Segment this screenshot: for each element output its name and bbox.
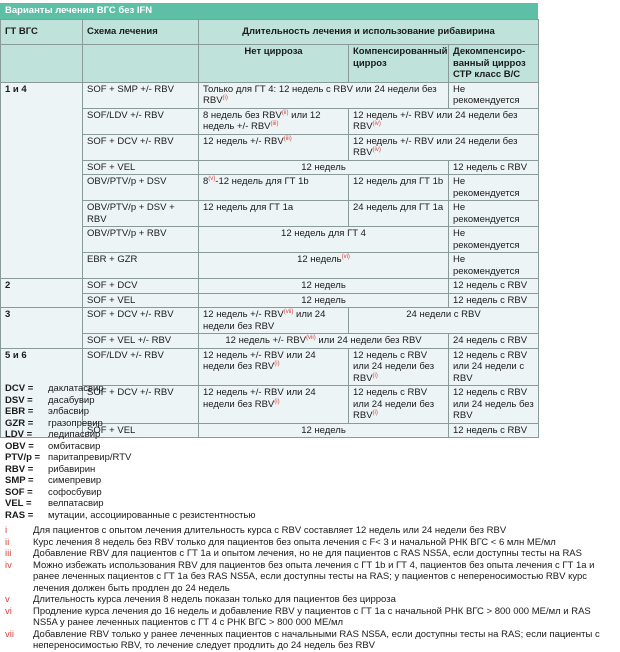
abbreviation-item: SOF = софосбувир	[5, 486, 102, 498]
scheme-cell: OBV/PTV/p + DSV	[83, 175, 199, 201]
cirrhosis-cell: 12 недель +/- RBV или 24 недели без RBV$^{(iv)}$	[349, 108, 539, 134]
table-row	[1, 82, 539, 108]
scheme-cell: SOF + DCV +/- RBV	[83, 134, 199, 160]
header-scheme: Схема лечения	[83, 20, 199, 45]
abbreviation-item: SMP = симепревир	[5, 475, 102, 486]
compensated-cell: 12 недель с RBV или 24 недели без RBV$^{(i)}$	[349, 348, 449, 386]
table-row	[1, 348, 539, 386]
cirrhosis-cell: 24 недели с RBV	[349, 308, 539, 334]
no-cirrhosis-cell: 12 недель для ГТ 1a	[199, 201, 349, 227]
gt-cell: 1 и 4	[1, 82, 83, 279]
decompensated-cell: Не рекомендуется	[449, 201, 539, 227]
footnotes-list	[5, 525, 615, 652]
footnote-item: v Длительность курса лечения 8 недель показан только для пациентов без цирроза	[5, 594, 396, 605]
no-cirrhosis-cell: 8$^{(v)}$-12 недель для ГТ 1b	[199, 175, 349, 201]
abbreviation-item: VEL = велпатасвир	[5, 498, 104, 509]
scheme-cell: OBV/PTV/p + DSV + RBV	[83, 201, 199, 227]
duration-cell: 12 недель	[199, 423, 449, 438]
header-no-cirrhosis: Нет цирроза	[199, 45, 349, 83]
footnote-item: iv Можно избежать использования RBV для пациентов без опыта лечения с ГТ 1b и ГТ 4, пациентов без опыта лечения с ГТ 1a и ранее леченных пациентов с ГТ 1a без RAS NS5A, если доступны тесты на RAS; у пациентов с непереносимостью RBV курс лечения должен быть продлен до 24 недель	[5, 559, 595, 594]
abbreviation-item: GZR = гразопревир	[5, 417, 103, 429]
duration-cell: 12 недель +/- RBV$^{(vii)}$ или 24 недели без RBV	[199, 334, 449, 349]
duration-cell: 12 недель	[199, 279, 449, 294]
abbreviation-item: DSV = дасабувир	[5, 394, 95, 406]
scheme-cell: SOF + DCV +/- RBV	[83, 308, 199, 334]
cirrhosis-cell: 12 недель +/- RBV или 24 недели без RBV$^{(iv)}$	[349, 134, 539, 160]
footnote-item: vii Добавление RBV только у ранее леченных пациентов с начальными RAS NS5A, если доступны тесты на RAS; если пациенты с непереносимостью RBV, то лечение следует продлить до 24 недель без RBV	[5, 628, 600, 651]
compensated-cell: 24 недель для ГТ 1a	[349, 201, 449, 227]
scheme-cell: SOF + VEL	[83, 423, 199, 438]
header-blank	[83, 45, 199, 83]
duration-cell: 12 недель$^{(vi)}$	[199, 253, 449, 279]
no-cirrhosis-cell: 12 недель +/- RBV$^{(vii)}$ или 24 недели без RBV	[199, 308, 349, 334]
decompensated-cell: Не рекомендуется	[449, 82, 539, 108]
footnote-item: ii Курс лечения 8 недель без RBV только для пациентов без опыта лечения с F< 3 и начальной РНК ВГС < 6 млн МЕ/мл	[5, 536, 556, 548]
scheme-cell: EBR + GZR	[83, 253, 199, 279]
abbreviation-item: OBV = омбитасвир	[5, 440, 101, 452]
no-cirrhosis-cell: Только для ГТ 4: 12 недель с RBV или 24 недели без RBV$^{(i)}$	[199, 82, 449, 108]
header-compensated: Компенсированный цирроз	[349, 45, 449, 83]
decompensated-cell: Не рекомендуется	[449, 253, 539, 279]
decompensated-cell: Не рекомендуется	[449, 175, 539, 201]
abbreviation-item: LDV = ледипасвир	[5, 429, 101, 440]
no-cirrhosis-cell: 12 недель +/- RBV$^{(iii)}$	[199, 134, 349, 160]
treatment-table	[0, 19, 539, 438]
scheme-cell: SOF + VEL	[83, 160, 199, 175]
decompensated-cell: 12 недель с RBV	[449, 423, 539, 438]
footnote-item: iii Добавление RBV для пациентов с ГТ 1a и опытом лечения, но не для пациентов с RAS NS5A, если доступны тесты на RAS	[5, 548, 582, 559]
scheme-cell: SOF + SMP +/- RBV	[83, 82, 199, 108]
table-title: Варианты лечения ВГС без IFN	[0, 3, 538, 19]
header-duration: Длительность лечения и использование рибавирина	[199, 20, 539, 45]
decompensated-cell: 12 недель с RBV	[449, 160, 539, 175]
decompensated-cell: Не рекомендуется	[449, 227, 539, 253]
duration-cell: 12 недель	[199, 293, 449, 308]
abbreviation-item: RBV = рибавирин	[5, 463, 96, 475]
abbreviations-list	[5, 383, 256, 521]
scheme-cell: SOF + DCV	[83, 279, 199, 294]
abbreviation-item: DCV = даклатасвир	[5, 383, 104, 394]
header-decompensated: Декомпенсиро-ванный цирроз СТР класс B/C	[449, 45, 539, 83]
table-row	[1, 279, 539, 294]
abbreviation-item: PTV/p = паритапревир/RTV	[5, 452, 132, 463]
no-cirrhosis-cell: 8 недель без RBV$^{(ii)}$ или 12 недель +/- RBV$^{(iii)}$	[199, 108, 349, 134]
decompensated-cell: 12 недель с RBV	[449, 293, 539, 308]
decompensated-cell: 12 недель с RBV или 24 недели с RBV	[449, 348, 539, 386]
footnote-item: vi Продление курса лечения до 16 недель и добавление RBV у пациентов с ГТ 1a с начальной РНК ВГС > 800 000 МЕ/мл и RAS NS5A у ранее леченных пациентов с ГТ 4 с РНК ВГС > 800 000 МЕ/мл	[5, 605, 591, 628]
compensated-cell: 12 недель для ГТ 1b	[349, 175, 449, 201]
no-cirrhosis-cell: 12 недель +/- RBV или 24 недели без RBV$^{(i)}$	[199, 348, 349, 386]
scheme-cell: OBV/PTV/p + RBV	[83, 227, 199, 253]
header-blank	[1, 45, 83, 83]
scheme-cell: SOF/LDV +/- RBV	[83, 108, 199, 134]
scheme-cell: SOF + DCV +/- RBV	[83, 386, 199, 424]
scheme-cell: SOF + VEL	[83, 293, 199, 308]
duration-cell: 12 недель для ГТ 4	[199, 227, 449, 253]
table-row	[1, 308, 539, 334]
compensated-cell: 12 недель с RBV или 24 недели без RBV$^{(i)}$	[349, 386, 449, 424]
scheme-cell: SOF + VEL +/- RBV	[83, 334, 199, 349]
decompensated-cell: 24 недель с RBV	[449, 334, 539, 349]
abbreviation-item: EBR = элбасвир	[5, 406, 90, 417]
no-cirrhosis-cell: 12 недель +/- RBV или 24 недели без RBV$^{(i)}$	[199, 386, 349, 424]
duration-cell: 12 недель	[199, 160, 449, 175]
footnote-item: i Для пациентов с опытом лечения длительность курса с RBV составляет 12 недель или 24 недели без RBV	[5, 525, 507, 536]
header-gt: ГТ ВГС	[1, 20, 83, 45]
gt-cell: 2	[1, 279, 83, 308]
gt-cell: 5 и 6	[1, 348, 83, 438]
decompensated-cell: 12 недель с RBV	[449, 279, 539, 294]
decompensated-cell: 12 недель с RBV или 24 недель без RBV	[449, 386, 539, 424]
gt-cell: 3	[1, 308, 83, 349]
abbreviation-item: RAS = мутации, ассоциированные с резистентностью	[5, 509, 256, 521]
scheme-cell: SOF/LDV +/- RBV	[83, 348, 199, 386]
